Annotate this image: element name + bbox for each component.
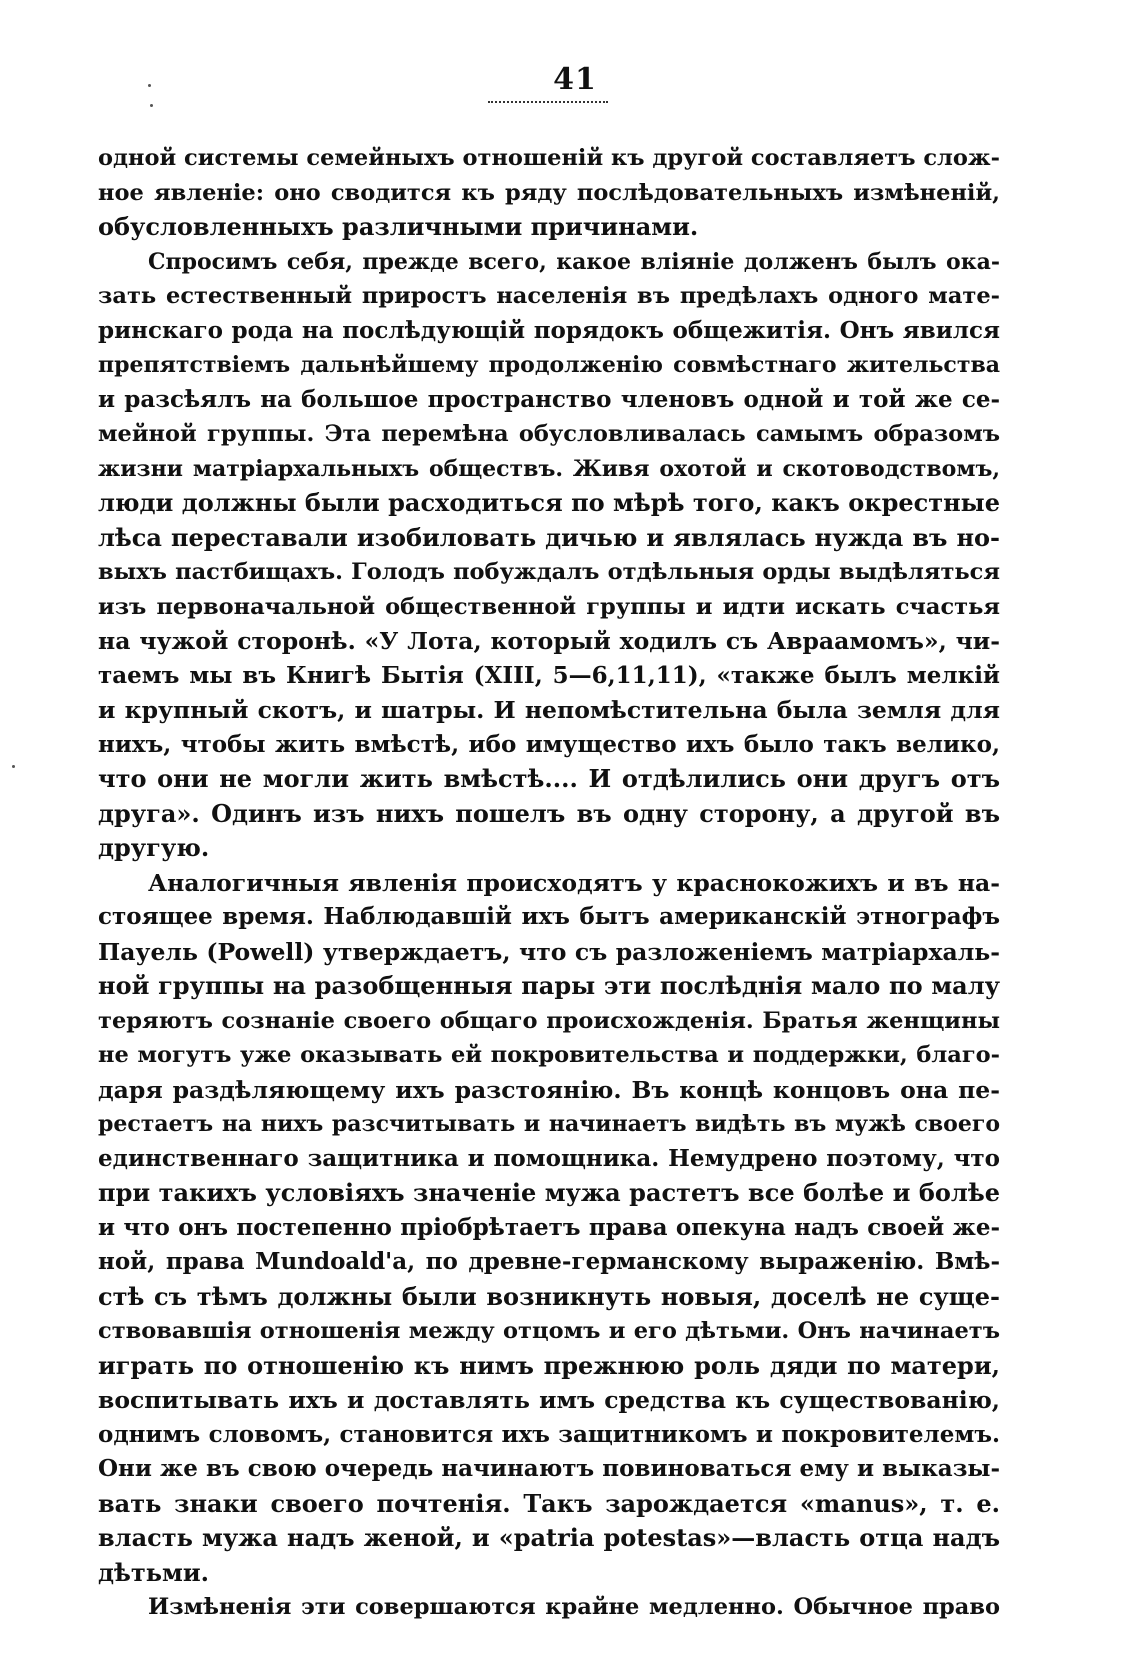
text-line: воспитывать ихъ и доставлять имъ средства къ существованію, <box>98 1386 1000 1414</box>
text-line: что они не могли жить вмѣстѣ.... И отдѣлились они другъ отъ <box>98 764 1000 793</box>
text-line: изъ первоначальной общественной группы и идти искать счастья <box>98 593 1000 620</box>
text-line: Аналогичныя явленія происходятъ у краснокожихъ и въ на- <box>148 868 1000 897</box>
text-line: стоящее время. Наблюдавшій ихъ бытъ американскій этнографъ <box>98 903 1000 930</box>
text-line: ствовавшія отношенія между отцомъ и его дѣтьми. Онъ начинаетъ <box>98 1318 1000 1344</box>
text-line: друга». Одинъ изъ нихъ пошелъ въ одну сторону, а другой въ <box>98 798 1000 828</box>
text-line: Они же въ свою очередь начинаютъ повиноваться ему и выказы- <box>98 1455 1000 1482</box>
text-line: и что онъ постепенно пріобрѣтаетъ права опекуна надъ своей же- <box>98 1213 1000 1241</box>
text-line: дѣтьми. <box>98 1557 210 1587</box>
text-line: при такихъ условіяхъ значеніе мужа растетъ все болѣе и болѣе <box>98 1178 1000 1207</box>
text-line: лѣса переставали изобиловать дичью и являлась нужда въ но- <box>98 522 1000 552</box>
text-line: ной, права Mundoald'a, по древне-германскому выраженію. Вмѣ- <box>98 1248 1000 1275</box>
text-line: одной системы семейныхъ отношеній къ другой составляетъ слож- <box>98 145 1000 171</box>
text-line: власть мужа надъ женой, и «patria potestas»—власть отца надъ <box>98 1523 1000 1552</box>
text-line: играть по отношенію къ нимъ прежнюю роль дяди по матери, <box>98 1350 1000 1380</box>
text-line: мейной группы. Эта перемѣна обусловливалась самымъ образомъ <box>98 421 1000 447</box>
text-line: другую. <box>98 833 210 862</box>
text-line: даря раздѣляющему ихъ разстоянію. Въ концѣ концовъ она пе- <box>98 1075 1000 1104</box>
text-line: вать знаки своего почтенія. Такъ зарождается «manus», т. е. <box>98 1488 1000 1518</box>
text-line: на чужой сторонѣ. «У Лота, который ходилъ съ Авраамомъ», чи- <box>98 627 1000 655</box>
text-line: препятствіемъ дальнѣйшему продолженію совмѣстнаго жительства <box>98 352 1000 378</box>
text-line: единственнаго защитника и помощника. Немудрено поэтому, что <box>98 1144 1000 1172</box>
text-line: и крупный скотъ, и шатры. И непомѣстительна была земля для <box>98 696 1000 724</box>
margin-speck <box>150 104 153 107</box>
text-line: рестаетъ на нихъ разсчитывать и начинаетъ видѣть въ мужѣ своего <box>98 1111 1000 1137</box>
text-line: Спросимъ себя, прежде всего, какое вліяніе долженъ былъ ока- <box>148 248 1000 275</box>
text-line: ное явленіе: оно сводится къ ряду послѣдовательныхъ измѣненій, <box>98 179 1000 206</box>
page-number-rule <box>488 101 608 103</box>
margin-speck <box>12 765 15 768</box>
body-text <box>98 141 1000 1625</box>
text-line: зать естественный приростъ населенія въ предѣлахъ одного мате- <box>98 283 1000 309</box>
text-line: таемъ мы въ Книгѣ Бытія (XIII, 5—6,11,11), «также былъ мелкій <box>98 661 1000 689</box>
text-line: ной группы на разобщенныя пары эти послѣднія мало по малу <box>98 971 1000 1000</box>
text-line: Измѣненія эти совершаются крайне медленно. Обычное право <box>148 1594 1000 1620</box>
text-line: выхъ пастбищахъ. Голодъ побуждалъ отдѣльныя орды выдѣляться <box>98 559 1000 585</box>
text-line: люди должны были расходиться по мѣрѣ того, какъ окрестные <box>98 488 1000 517</box>
page-number: 41 <box>553 62 597 97</box>
text-line: теряютъ сознаніе своего общаго происхожденія. Братья женщины <box>98 1007 1000 1034</box>
text-line: не могутъ уже оказывать ей покровительства и поддержки, благо- <box>98 1042 1000 1068</box>
text-line: жизни матріархальныхъ обществъ. Живя охотой и скотоводствомъ, <box>98 455 1000 482</box>
text-line: Пауель (Powell) утверждаетъ, что съ разложеніемъ матріархаль- <box>98 937 1000 966</box>
text-line: однимъ словомъ, становится ихъ защитникомъ и покровителемъ. <box>98 1420 1000 1448</box>
text-line: нихъ, чтобы жить вмѣстѣ, ибо имущество ихъ было такъ велико, <box>98 730 1000 758</box>
text-line: стѣ съ тѣмъ должны были возникнуть новыя, доселѣ не суще- <box>98 1281 1000 1311</box>
text-line: ринскаго рода на послѣдующій порядокъ общежитія. Онъ явился <box>98 316 1000 344</box>
text-line: и разсѣялъ на большое пространство членовъ одной и той же се- <box>98 385 1000 413</box>
text-line: обусловленныхъ различными причинами. <box>98 212 699 241</box>
margin-speck <box>148 84 151 87</box>
